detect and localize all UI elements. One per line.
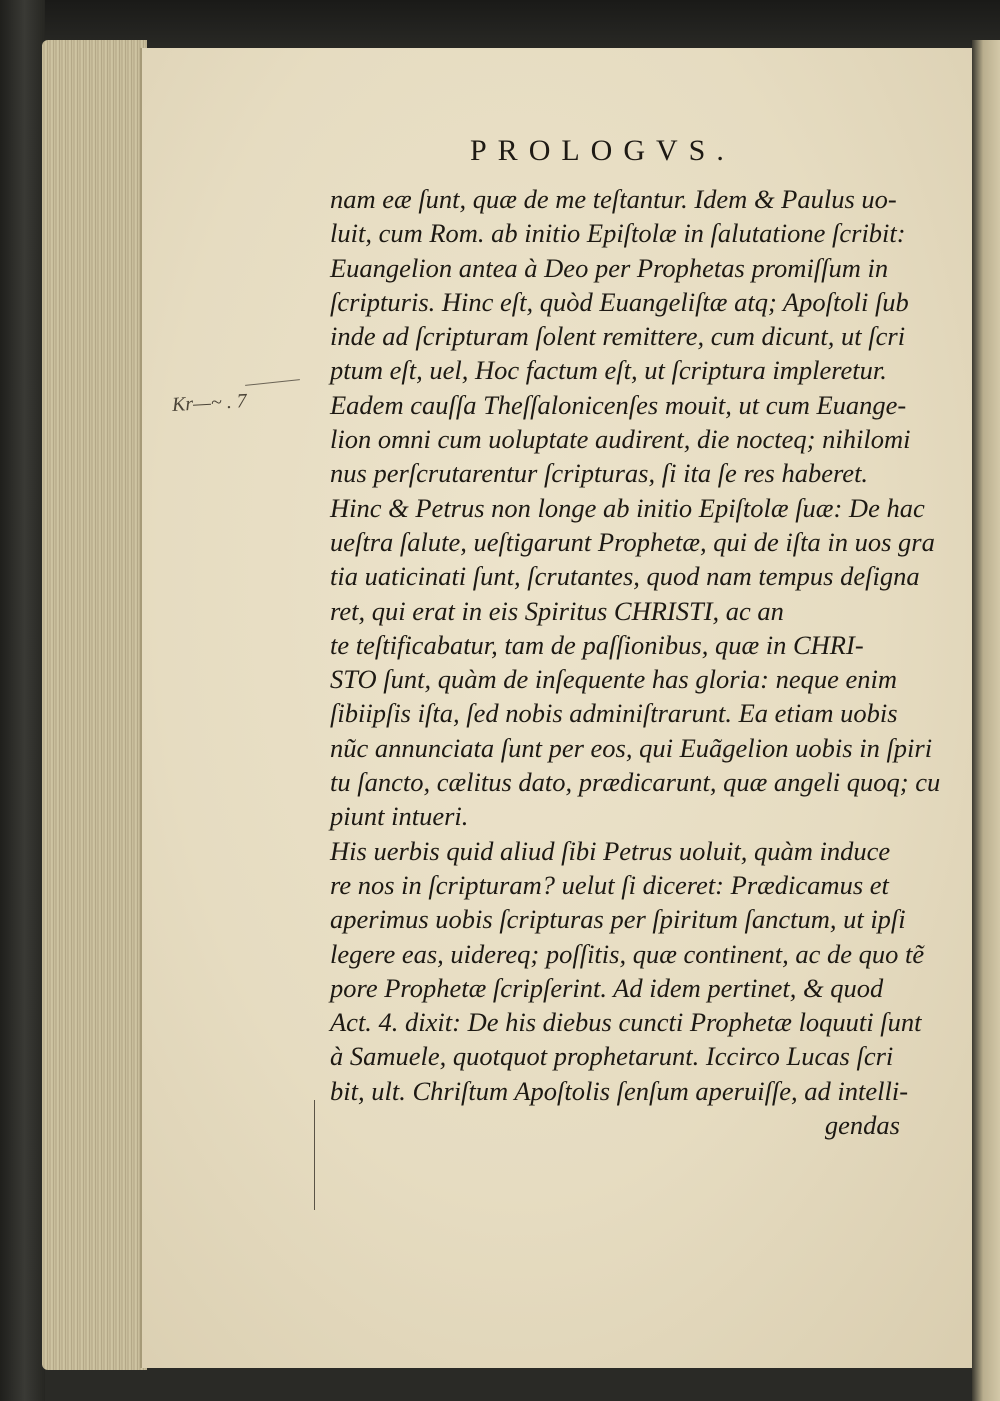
running-heading: PROLOGVS. (470, 134, 735, 167)
text-line: Hinc & Petrus non longe ab initio Epiſtolæ ſuæ: De hac (330, 492, 925, 523)
text-line: His uerbis quid aliud ſibi Petrus uoluit, quàm induce (330, 835, 891, 866)
text-line: ſibiipſis iſta, ſed nobis adminiſtrarunt. Ea etiam uobis (330, 698, 898, 729)
text-line: nũc annunciata ſunt per eos, qui Euãgelion uobis in ſpiri (330, 732, 933, 763)
text-line: te teſtificabatur, tam de paſſionibus, quæ in CHRI- (330, 629, 864, 660)
text-line: nus perſcrutarentur ſcripturas, ſi ita ſe res haberet. (330, 458, 869, 489)
text-line: legere eas, uidereq; poſſitis, quæ continent, ac de quo tẽ (330, 938, 925, 969)
text-line: ſcripturis. Hinc eſt, quòd Euangeliſtæ atq; Apoſtoli ſub (330, 286, 909, 317)
text-line: inde ad ſcripturam ſolent remittere, cum dicunt, ut ſcri (330, 321, 906, 352)
text-line: bit, ult. Chriſtum Apoſtolis ſenſum aperuiſſe, ad intelli- (330, 1075, 909, 1106)
text-line: Act. 4. dixit: De his diebus cuncti Prophetæ loquuti ſunt (330, 1007, 922, 1038)
text-line: ueſtra ſalute, ueſtigarunt Prophetæ, qui de iſta in uos gra (330, 526, 935, 557)
handwritten-margin-note: Kr—~ . 7 (171, 390, 248, 416)
page-edges (42, 40, 147, 1370)
text-line: re nos in ſcripturam? uelut ſi diceret: Prædicamus et (330, 869, 889, 900)
text-line: ret, qui erat in eis Spiritus CHRISTI, ac an (330, 595, 784, 626)
text-line: tia uaticinati ſunt, ſcrutantes, quod nam tempus deſigna (330, 561, 920, 592)
text-line: tu ſancto, cælitus dato, prædicarunt, quæ angeli quoq; cu (330, 767, 941, 798)
catchword: gendas (824, 1110, 900, 1141)
text-line: Eadem cauſſa Theſſalonicenſes mouit, ut cum Euange- (330, 389, 907, 420)
book-binding (0, 0, 45, 1401)
text-line: nam eæ ſunt, quæ de me teſtantur. Idem & Paulus uo- (330, 184, 897, 214)
text-line: luit, cum Rom. ab initio Epiſtolæ in ſalutatione ſcribit: (330, 218, 906, 249)
facing-page-gutter (972, 40, 1000, 1401)
text-line: lion omni cum uoluptate audirent, die nocteq; nihilomi (330, 424, 911, 455)
body-text (330, 182, 941, 1142)
text-line: Euangelion antea à Deo per Prophetas promiſſum in (330, 252, 889, 283)
text-line: STO ſunt, quàm de inſequente has gloria: neque enim (330, 664, 897, 695)
text-line: pore Prophetæ ſcripſerint. Ad idem pertinet, & quod (330, 972, 884, 1003)
text-line: aperimus uobis ſcripturas per ſpiritum ſanctum, ut ipſi (330, 904, 906, 935)
text-line: à Samuele, quotquot prophetarunt. Iccirco Lucas ſcri (330, 1041, 894, 1072)
text-line: ptum eſt, uel, Hoc factum eſt, ut ſcriptura impleretur. (330, 355, 887, 386)
margin-rule (314, 1100, 315, 1210)
text-line: piunt intueri. (330, 801, 469, 832)
